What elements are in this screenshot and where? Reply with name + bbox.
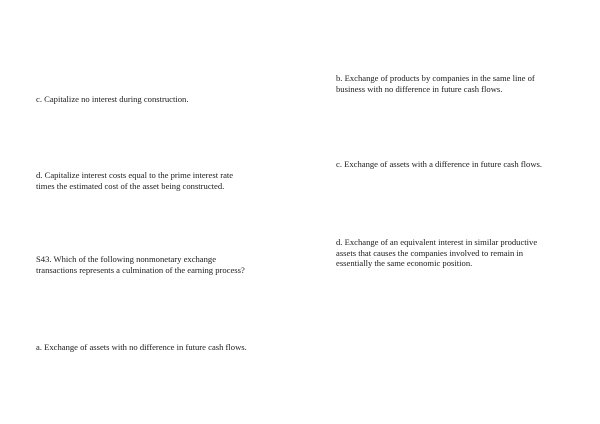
answer-option-a-no-difference-cash-flows: a. Exchange of assets with no difference in future cash flows. (36, 342, 247, 352)
answer-option-d-capitalize-prime-rate: d. Capitalize interest costs equal to the prime interest rate times the estimated cost of the asset being constructed. (36, 170, 234, 191)
answer-option-b-same-line-of-business: b. Exchange of products by companies in the same line of business with no difference in future cash flows. (336, 73, 535, 94)
answer-option-c-capitalize-no-interest: c. Capitalize no interest during construction. (36, 94, 189, 104)
question-s43: S43. Which of the following nonmonetary exchange transactions represents a culmination of the earning process? (36, 254, 245, 275)
answer-option-c-difference-cash-flows: c. Exchange of assets with a difference in future cash flows. (336, 159, 543, 169)
answer-option-d-equivalent-interest: d. Exchange of an equivalent interest in similar productive assets that causes the companies involved to remain in essentially the same economic position. (336, 237, 538, 269)
